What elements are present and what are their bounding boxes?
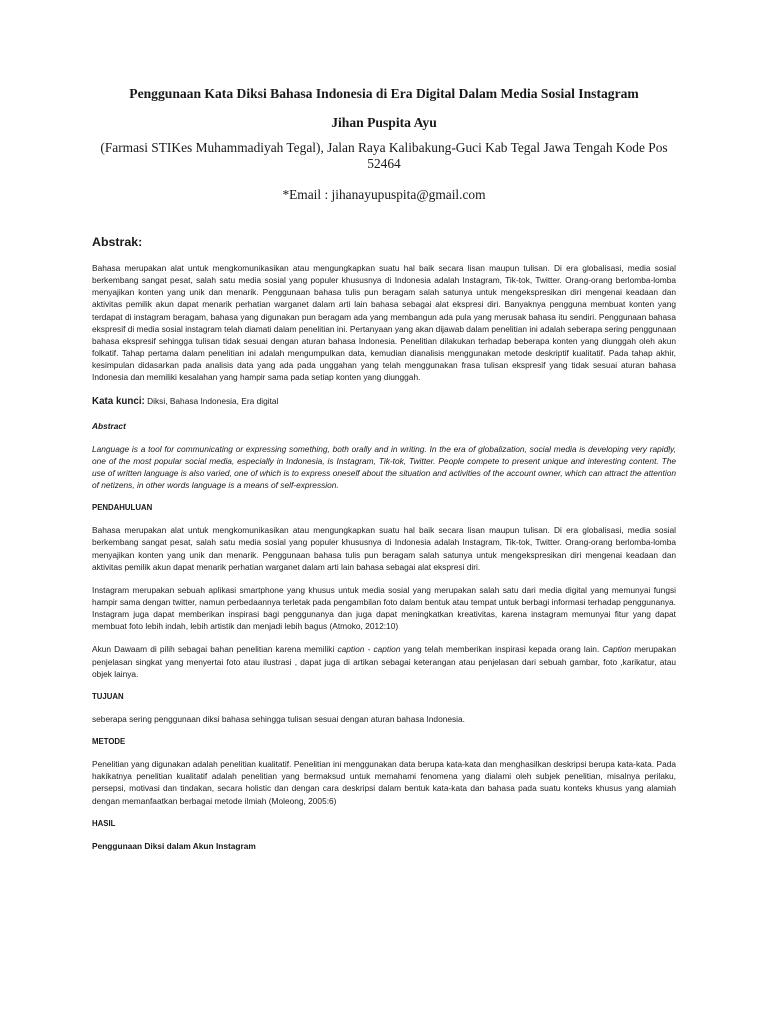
p3-text-b: yang telah memberikan inspirasi kepada orang lain.	[400, 644, 603, 655]
metode-text: Penelitian yang digunakan adalah penelitian kualitatif. Penelitian ini menggunakan data berupa kata-kata dan menghasilkan deskripsi berupa kata-kata. Pada hakikatnya penelitian kualitatif adalah penelitian yang bermaksud untuk memahami fenomena yang dialami oleh subjek penelitian, misalnya perilaku, persepsi, motivasi dan tindakan, secara holistic dan dengan cara deskripsi dalam bentuk kata-kata dan bahasa pada suatu konteks khusus yang alamiah dengan memanfaatkan berbagai metode ilmiah (Moleong, 2005:6)	[92, 759, 676, 806]
p3-text-a: Akun Dawaam di pilih sebagai bahan penelitian karena memiliki	[92, 644, 338, 655]
paper-title: Penggunaan Kata Diksi Bahasa Indonesia di Era Digital Dalam Media Sosial Instagram	[129, 86, 639, 101]
pendahuluan-paragraph-2: Instagram merupakan sebuah aplikasi smartphone yang khusus untuk media sosial yang merupakan salah satu dari media digital yang memunyai fungsi hampir sama dengan twitter, namun perbedaannya terletak pada pengambilan foto dalam bentuk atau tempat untuk berbagi informasi terhadap penggunanya. Instagram juga dapat memberikan inspirasi bagi penggunanya dan juga dapat meningkatkan kreativitas, karena instagram memunyai fitur yang dapat membuat foto lebih indah, lebih artistik dan menjadi lebih bagus (Atmoko, 2012:10)	[92, 584, 676, 632]
keywords-text: Diksi, Bahasa Indonesia, Era digital	[144, 395, 279, 406]
p3-caption-term: caption - caption	[337, 644, 401, 655]
tujuan-text: seberapa sering penggunaan diksi bahasa sehingga tulisan sesuai dengan aturan bahasa Indonesia.	[92, 713, 465, 724]
pendahuluan-paragraph-1: Bahasa merupakan alat untuk mengkomunikasikan atau mengungkapkan suatu hal baik secara lisan maupun tulisan. Di era globalisasi, media sosial berkembang sangat pesat, salah satu media sosial yang populer khususnya di Indonesia adalah Instagram, Tik-tok, Twitter. Orang-orang berlomba-lomba menyajikan konten yang unik dan menarik. Penggunaan bahasa tulis pun beragam salah satunya untuk mengekspresikan diri mengenai keadaan dan aktivitas pemilik akun dapat menarik perhatian warganet dalam arti lain bahasa sebagai alat ekspresi diri.	[92, 525, 676, 572]
abstrak-text: Bahasa merupakan alat untuk mengkomunikasikan atau mengungkapkan suatu hal baik secara lisan maupun tulisan. Di era globalisasi, media sosial berkembang sangat pesat, salah satu media sosial yang populer khususnya di Indonesia adalah Instagram, Tik-tok, Twitter. Orang-orang berlomba-lomba menyajikan konten yang unik dan menarik. Penggunaan bahasa tulis pun beragam salah satunya untuk mengekspresikan diri mengenai keadaan dan aktivitas pemilik akun dapat menarik perhatian warganet dalam arti lain bahasa sebagai alat ekspresi diri. Banyaknya pengguna membuat konten yang terdapat di instagram beragam, bahasa yang digunakan pun beragam ada yang membangun ada pula yang merusak bahasa itu sendiri. Penggunaan bahasa ekspresif di media sosial instagram telah diamati dalam penelitian ini. Pertanyaan yang akan dijawab dalam penelitian ini adalah seberapa sering penggunaan bahasa ekspresif sehingga tulisan tidak sesuai dengan aturan bahasa Indonesia. Penelitian dilakukan terhadap beberapa konten yang diunggah oleh akun folkatif. Tahap pertama dalam penelitian ini adalah mengumpulkan data, kemudian dianalisis menggunakan metode deskriptif kualitatif. Pada tahap akhir, kesimpulan didasarkan pada analisis data yang ada pada unggahan yang telah menggunakan frasa tulisan ekspresif yang tidak sesuai aturan bahasa Indonesia dan memiliki kesalahan yang hampir sama pada setiap konten yang diunggah.	[92, 263, 676, 383]
author-name: Jihan Puspita Ayu	[331, 115, 437, 130]
section-heading-hasil: HASIL	[92, 818, 116, 828]
author-affiliation: (Farmasi STIKes Muhammadiyah Tegal), Jalan Raya Kalibakung-Guci Kab Tegal Jawa Tengah Kode Pos 52464	[100, 140, 668, 171]
p3-text-c: merupakan penjelasan singkat yang menyertai foto atau ilustrasi , dapat juga di artikan sebagai keterangan atau penjelasan dari sebuah gambar, foto ,karikatur, atau objek lainya.	[92, 644, 677, 679]
abstract-heading: Abstract	[92, 420, 126, 431]
section-heading-tujuan: TUJUAN	[92, 691, 124, 701]
abstract-text: Language is a tool for communicating or expressing something, both orally and in writing. In the era of globalization, social media is developing very rapidly, one of the most popular social media, especially in Indonesia, is Instagram, Tik-tok, Twitter. People compete to present unique and interesting content. The use of written language is also varied, one of which is to express oneself about the situation and activities of the account owner, which can attract the attention of netizens, in other words language is a means of self-expression.	[92, 443, 676, 491]
keywords	[92, 395, 676, 408]
subsection-heading-hasil: Penggunaan Diksi dalam Akun Instagram	[92, 840, 256, 851]
section-heading-metode: METODE	[92, 737, 126, 747]
pendahuluan-paragraph-3	[92, 643, 676, 679]
section-heading-pendahuluan: PENDAHULUAN	[92, 503, 153, 513]
author-email[interactable]: *Email : jihanayupuspita@gmail.com	[282, 187, 486, 202]
abstrak-heading: Abstrak:	[92, 235, 143, 249]
p3-caption-term-2: Caption	[602, 644, 632, 655]
keywords-label: Kata kunci:	[92, 395, 145, 407]
